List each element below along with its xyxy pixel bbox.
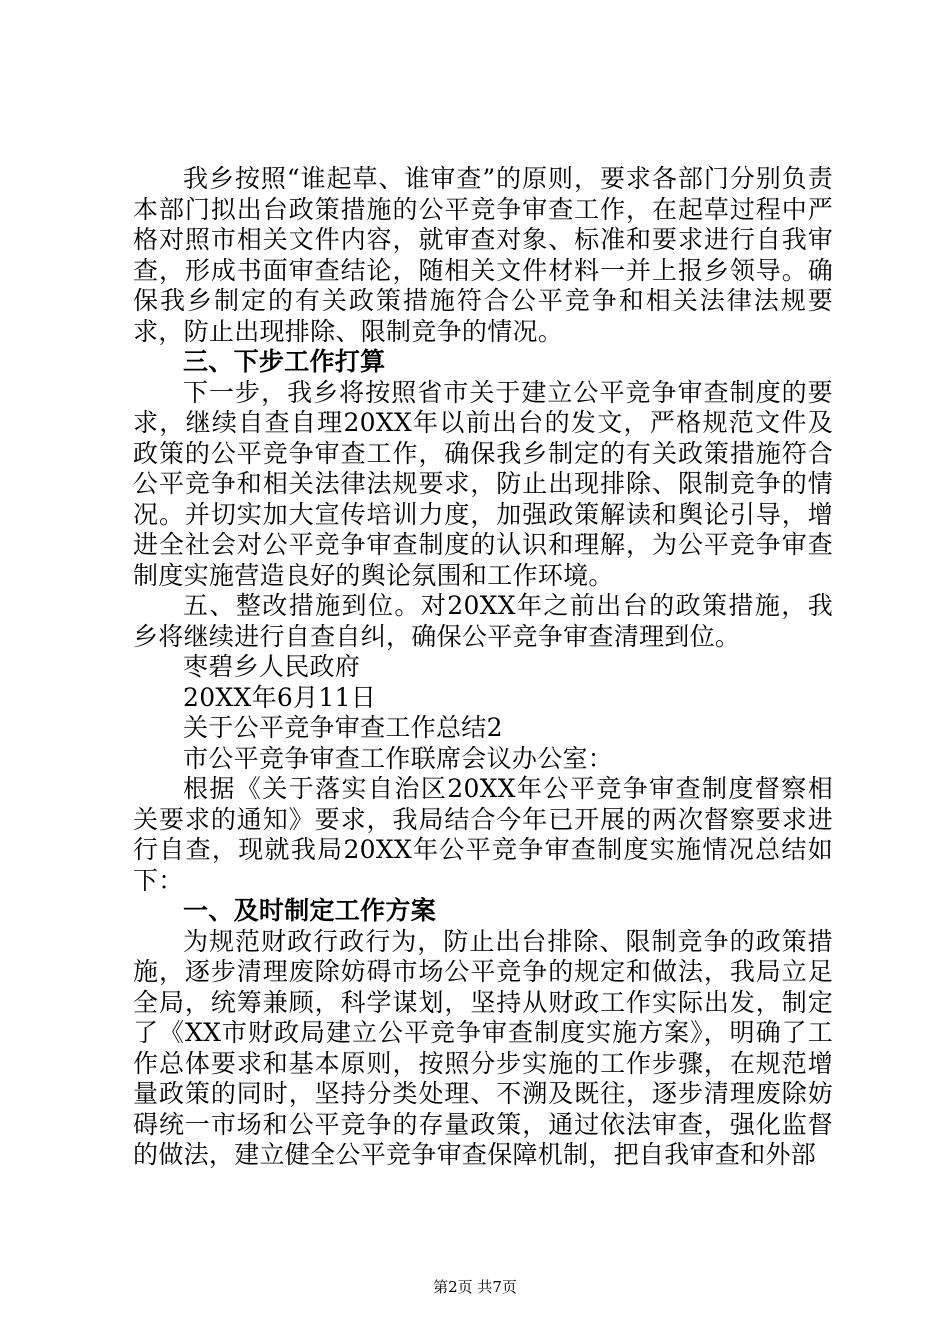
signature-organization: 枣碧乡人民政府 xyxy=(183,652,361,681)
page-number: 第2页 共7页 xyxy=(433,1278,517,1296)
heading-work-plan: 一、及时制定工作方案 xyxy=(183,896,437,925)
signature-date: 20XX年6月11日 xyxy=(183,682,377,712)
section-title-summary-2: 关于公平竞争审查工作总结2 xyxy=(183,713,503,742)
paragraph-rectification: 五、整改措施到位。对20XX年之前出台的政策措施，我乡将继续进行自查自纠，确保公平竞争审查清理到位。 xyxy=(133,591,833,651)
document-body xyxy=(133,164,833,1171)
paragraph-intro: 根据《关于落实自治区20XX年公平竞争审查制度督察相关要求的通知》要求，我局结合今年已开展的两次督察要求进行自查，现就我局20XX年公平竞争审查制度实施情况总结如下： xyxy=(133,774,833,895)
salutation: 市公平竞争审查工作联席会议办公室： xyxy=(183,743,614,773)
heading-next-steps: 三、下步工作打算 xyxy=(183,347,386,376)
paragraph-next-steps: 下一步，我乡将按照省市关于建立公平竞争审查制度的要求，继续自查自理20XX年以前出台的发文，严格规范文件及政策的公平竞争审查工作，确保我乡制定的有关政策措施符合公平竞争和相关法律法规要求，防止出现排除、限制竞争的情况。并切实加大宣传培训力度，加强政策解读和舆论引导，增进全社会对公平竞争审查制度的认识和理解，为公平竞争审查制度实施营造良好的舆论氛围和工作环境。 xyxy=(133,377,833,590)
paragraph-review-principle: 我乡按照“谁起草、谁审查”的原则，要求各部门分别负责本部门拟出台政策措施的公平竞争审查工作，在起草过程中严格对照市相关文件内容，就审查对象、标准和要求进行自我审查，形成书面审查结论，随相关文件材料一并上报乡领导。确保我乡制定的有关政策措施符合公平竞争和相关法律法规要求，防止出现排除、限制竞争的情况。 xyxy=(133,164,833,346)
paragraph-work-plan: 为规范财政行政行为，防止出台排除、限制竞争的政策措施，逐步清理废除妨碍市场公平竞争的规定和做法，我局立足全局，统筹兼顾，科学谋划，坚持从财政工作实际出发，制定了《XX市财政局建立公平竞争审查制度实施方案》，明确了工作总体要求和基本原则，按照分步实施的工作步骤，在规范增量政策的同时，坚持分类处理、不溯及既往，逐步清理废除妨碍统一市场和公平竞争的存量政策，通过依法审查，强化监督的做法，建立健全公平竞争审查保障机制，把自我审查和外部 xyxy=(133,926,833,1169)
